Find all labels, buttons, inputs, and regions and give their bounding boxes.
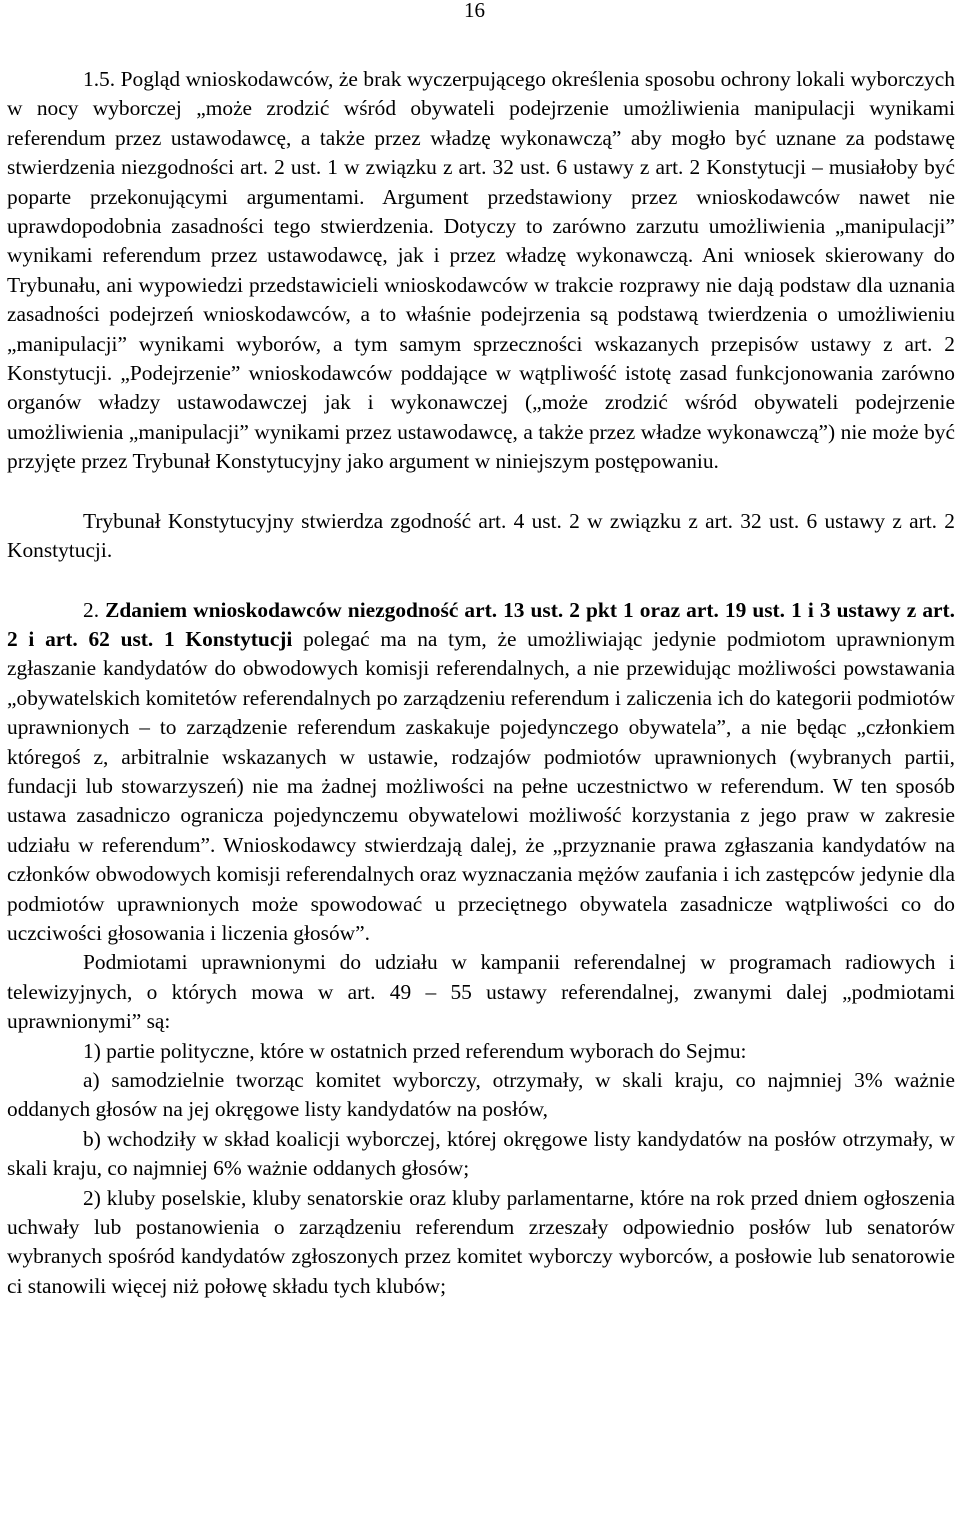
- paragraph-1-5: [7, 65, 955, 477]
- list-item-text: 2) kluby poselskie, kluby senatorskie oraz kluby parlamentarne, które na rok przed dniem ogłoszenia uchwały lub postanowienia o zarządzeniu referendum zrzeszały odpowiednio posłów lub senatorów wybranych spośród kandydatów zgłoszonych przez komitet wyborczy wyborców, a posłowie lub senatorowie ci stanowili więcej niż połowę składu tych klubów;: [7, 1185, 955, 1298]
- list-item-b: [7, 1125, 955, 1184]
- list-item-text: 1) partie polityczne, które w ostatnich przed referendum wyborach do Sejmu:: [83, 1038, 747, 1063]
- document-body: [7, 65, 955, 1301]
- paragraph-text: Trybunał Konstytucyjny stwierdza zgodność art. 4 ust. 2 w związku z art. 32 ust. 6 ustawy z art. 2 Konstytucji.: [7, 508, 955, 563]
- paragraph-text: polegać ma na tym, że umożliwiając jedynie podmiotom uprawnionym zgłaszanie kandydatów do obwodowych komisji referendalnych, a nie przewidując możliwości powstawania „obywatelskich komitetów referendalnych po zarządzeniu referendum i zaliczenia ich do kategorii podmiotów uprawnionych – to zarządzenie referendum zaskakuje pojedynczego obywatela”, a nie będąc „członkiem któregoś z, arbitralnie wskazanych w ustawie, rodzajów podmiotów uprawnionych (wybranych partii, fundacji lub stowarzyszeń) nie ma żadnej możliwości na pełne uczestnictwo w referendum. W ten sposób ustawa zasadniczo ogranicza pojedynczemu obywatelowi możliwość korzystania z jego praw w zakresie udziału w referendum”. Wnioskodawcy stwierdzają dalej, że „przyznanie prawa zgłaszania kandydatów na członków obwodowych komisji referendalnych oraz wyznaczania mężów zaufania i ich zastępców jedynie dla podmiotów uprawnionych może spowodować u przeciętnego obywatela zasadnicze wątpliwości co do uczciwości głosowania i liczenia głosów”.: [7, 626, 956, 945]
- paragraph-gap: [7, 477, 955, 507]
- page-number: 16: [464, 0, 485, 22]
- paragraph-number: 2.: [83, 597, 106, 622]
- paragraph-podmioty: [7, 948, 955, 1036]
- paragraph-bold-heading: Zdaniem wnioskodawców niezgodność art. 13 ust. 2 pkt 1 oraz art. 19 ust. 1 i 3 ustawy z art. 2 i art. 62 ust. 1 Konstytucji: [7, 597, 956, 651]
- paragraph-2: [7, 596, 955, 949]
- list-item-text: b) wchodziły w skład koalicji wyborczej, której okręgowe listy kandydatów na posłów otrzymały, w skali kraju, co najmniej 6% ważnie oddanych głosów;: [7, 1126, 955, 1181]
- list-item-text: a) samodzielnie tworząc komitet wyborczy, otrzymały, w skali kraju, co najmniej 3% ważnie oddanych głosów na jej okręgowe listy kandydatów na posłów,: [7, 1068, 955, 1122]
- list-item-a: [7, 1066, 955, 1125]
- list-item-2: [7, 1184, 955, 1302]
- paragraph-text: Podmiotami uprawnionymi do udziału w kampanii referendalnej w programach radiowych i telewizyjnych, o których mowa w art. 49 – 55 ustawy referendalnej, zwanymi dalej „podmiotami uprawnionymi” są:: [7, 950, 955, 1034]
- paragraph-conclusion: [7, 507, 955, 566]
- paragraph-gap: [7, 566, 955, 596]
- list-item-1: [7, 1037, 955, 1066]
- paragraph-text: 1.5. Pogląd wnioskodawców, że brak wyczerpującego określenia sposobu ochrony lokali wyborczych w nocy wyborczej „może zrodzić wśród obywateli podejrzenie umożliwienia manipulacji wynikami referendum przez ustawodawcę, a także przez władzę wykonawczą” aby mogło być uznane za podstawę stwierdzenia niezgodności art. 2 ust. 1 w związku z art. 32 ust. 6 ustawy z art. 2 Konstytucji – musiałoby być poparte przekonującymi argumentami. Argument przedstawiony przez wnioskodawców nawet nie uprawdopodobnia zasadności tego stwierdzenia. Dotyczy to zarówno zarzutu umożliwienia „manipulacji” wynikami referendum przez ustawodawcę, jak i przez władzę wykonawczą. Ani wniosek skierowany do Trybunału, ani wypowiedzi przedstawicieli wnioskodawców w trakcie rozprawy nie dają podstaw dla uznania zasadności podejrzeń wnioskodawców, a to właśnie podejrzenia są podstawą twierdzenia o umożliwieniu „manipulacji” wynikami wyborów, a tym samym sprzeczności wskazanych przepisów ustawy z art. 2 Konstytucji. „Podejrzenie” wnioskodawców poddające w wątpliwość istotę zasad funkcjonowania zarówno organów władzy ustawodawczej jak i wykonawczej („może zrodzić wśród obywateli podejrzenie umożliwienia „manipulacji” wynikami przez ustawodawcę, a także przez władze wykonawczą”) nie może być przyjęte przez Trybunał Konstytucyjny jako argument w niniejszym postępowaniu.: [7, 67, 955, 474]
